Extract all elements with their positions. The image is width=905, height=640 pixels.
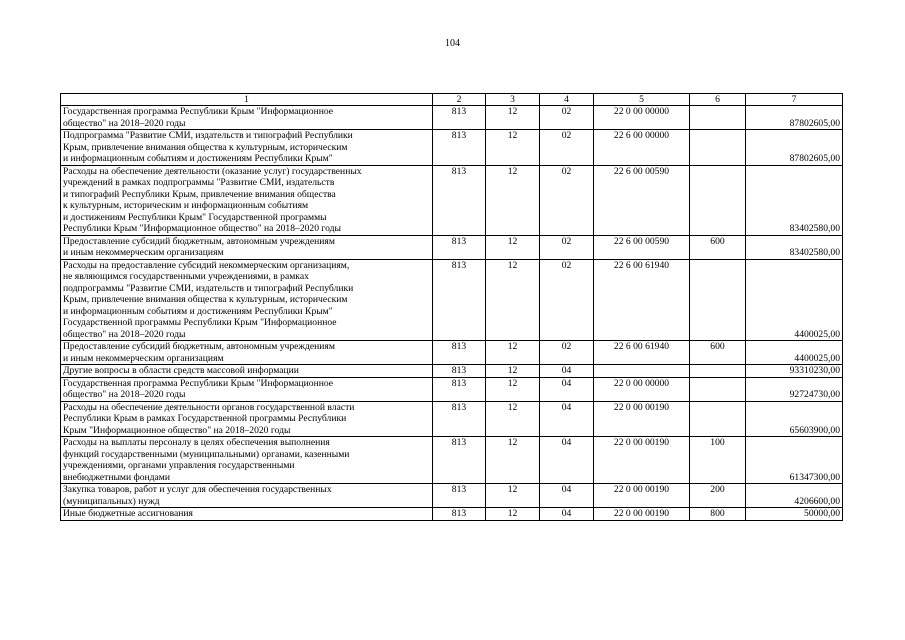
row-name-cell: Государственная программа Республики Крым "Информационное общество" на 2018–2020 годы — [61, 106, 433, 130]
row-amount-cell: 4206600,00 — [746, 484, 843, 508]
row-amount-cell: 50000,00 — [746, 508, 843, 521]
row-subsection-cell: 02 — [540, 259, 594, 341]
row-target-article-cell: 22 6 00 00590 — [594, 165, 690, 235]
table-row — [61, 437, 843, 484]
row-section-cell: 12 — [486, 259, 540, 341]
row-name-cell: Другие вопросы в области средств массовой информации — [61, 365, 433, 378]
row-section-cell: 12 — [486, 341, 540, 365]
row-code-cell: 813 — [433, 235, 486, 259]
row-subsection-cell: 02 — [540, 341, 594, 365]
row-expense-type-cell — [690, 377, 746, 401]
row-code-cell: 813 — [433, 259, 486, 341]
row-expense-type-cell: 600 — [690, 235, 746, 259]
row-target-article-cell — [594, 365, 690, 378]
row-subsection-cell: 04 — [540, 484, 594, 508]
row-code-cell: 813 — [433, 130, 486, 166]
budget-table — [60, 93, 843, 521]
row-subsection-cell: 02 — [540, 130, 594, 166]
row-subsection-cell: 04 — [540, 508, 594, 521]
column-header: 3 — [486, 94, 540, 106]
table-row — [61, 341, 843, 365]
row-section-cell: 12 — [486, 484, 540, 508]
row-expense-type-cell: 100 — [690, 437, 746, 484]
row-section-cell: 12 — [486, 508, 540, 521]
row-name-cell: Государственная программа Республики Крым "Информационное общество" на 2018–2020 годы — [61, 377, 433, 401]
row-subsection-cell: 04 — [540, 437, 594, 484]
row-amount-cell: 87802605,00 — [746, 106, 843, 130]
row-target-article-cell: 22 6 00 00590 — [594, 235, 690, 259]
row-name-cell: Расходы на выплаты персоналу в целях обеспечения выполнения функций государственными (муниципальными) органами, казенными учреждениями, органами управления государственными внебюджетными фондами — [61, 437, 433, 484]
table-header-row — [61, 94, 843, 106]
row-name-cell: Закупка товаров, работ и услуг для обеспечения государственных (муниципальных) нужд — [61, 484, 433, 508]
column-header: 4 — [540, 94, 594, 106]
row-amount-cell: 93310230,00 — [746, 365, 843, 378]
row-subsection-cell: 02 — [540, 165, 594, 235]
column-header: 5 — [594, 94, 690, 106]
row-code-cell: 813 — [433, 401, 486, 437]
row-amount-cell: 65603900,00 — [746, 401, 843, 437]
row-subsection-cell: 02 — [540, 235, 594, 259]
row-code-cell: 813 — [433, 165, 486, 235]
row-target-article-cell: 22 6 00 00000 — [594, 130, 690, 166]
row-section-cell: 12 — [486, 365, 540, 378]
page-number: 104 — [445, 38, 460, 49]
table-row — [61, 106, 843, 130]
row-section-cell: 12 — [486, 165, 540, 235]
row-target-article-cell: 22 6 00 61940 — [594, 259, 690, 341]
row-target-article-cell: 22 0 00 00190 — [594, 401, 690, 437]
row-target-article-cell: 22 6 00 61940 — [594, 341, 690, 365]
row-code-cell: 813 — [433, 484, 486, 508]
column-header: 2 — [433, 94, 486, 106]
row-amount-cell: 4400025,00 — [746, 341, 843, 365]
row-expense-type-cell — [690, 401, 746, 437]
row-subsection-cell: 02 — [540, 106, 594, 130]
row-amount-cell: 87802605,00 — [746, 130, 843, 166]
row-amount-cell: 61347300,00 — [746, 437, 843, 484]
row-subsection-cell: 04 — [540, 365, 594, 378]
table-row — [61, 508, 843, 521]
row-name-cell: Расходы на обеспечение деятельности (оказание услуг) государственных учреждений в рамках подпрограммы "Развитие СМИ, издательств и типографий Республики Крым, привлечение внимания общества к культурным, историческим и информационным событиям и достижениям Республики Крым" Государственной программы Республики Крым "Информационное общество" на 2018–2020 годы — [61, 165, 433, 235]
column-header: 1 — [61, 94, 433, 106]
table-row — [61, 130, 843, 166]
row-subsection-cell: 04 — [540, 377, 594, 401]
row-section-cell: 12 — [486, 377, 540, 401]
row-target-article-cell: 22 0 00 00190 — [594, 437, 690, 484]
row-target-article-cell: 22 0 00 00190 — [594, 484, 690, 508]
row-target-article-cell: 22 0 00 00190 — [594, 508, 690, 521]
table-row — [61, 401, 843, 437]
row-expense-type-cell — [690, 165, 746, 235]
row-section-cell: 12 — [486, 106, 540, 130]
row-expense-type-cell — [690, 106, 746, 130]
row-amount-cell: 83402580,00 — [746, 165, 843, 235]
table-row — [61, 165, 843, 235]
row-amount-cell: 4400025,00 — [746, 259, 843, 341]
table-row — [61, 259, 843, 341]
row-expense-type-cell — [690, 130, 746, 166]
row-expense-type-cell — [690, 259, 746, 341]
row-expense-type-cell — [690, 365, 746, 378]
table-row — [61, 235, 843, 259]
row-target-article-cell: 22 0 00 00000 — [594, 106, 690, 130]
row-expense-type-cell: 200 — [690, 484, 746, 508]
row-section-cell: 12 — [486, 130, 540, 166]
row-name-cell: Подпрограмма "Развитие СМИ, издательств и типографий Республики Крым, привлечение внимания общества к культурным, историческим и информационным событиям и достижениям Республики Крым" — [61, 130, 433, 166]
row-code-cell: 813 — [433, 341, 486, 365]
row-amount-cell: 92724730,00 — [746, 377, 843, 401]
row-expense-type-cell: 600 — [690, 341, 746, 365]
row-name-cell: Предоставление субсидий бюджетным, автономным учреждениям и иным некоммерческим организациям — [61, 341, 433, 365]
row-section-cell: 12 — [486, 401, 540, 437]
column-header: 7 — [746, 94, 843, 106]
row-code-cell: 813 — [433, 106, 486, 130]
column-header: 6 — [690, 94, 746, 106]
row-subsection-cell: 04 — [540, 401, 594, 437]
row-name-cell: Расходы на обеспечение деятельности органов государственной власти Республики Крым в рамках Государственной программы Республики Крым "Информационное общество" на 2018–2020 годы — [61, 401, 433, 437]
table-row — [61, 365, 843, 378]
row-code-cell: 813 — [433, 365, 486, 378]
row-name-cell: Расходы на предоставление субсидий некоммерческим организациям, не являющимся государственными учреждениями, в рамках подпрограммы "Развитие СМИ, издательств и типографий Республики Крым, привлечение внимания общества к культурным, историческим и информационным событиям и достижениям Республики Крым" Государственной программы Республики Крым "Информационное общество" на 2018–2020 годы — [61, 259, 433, 341]
row-expense-type-cell: 800 — [690, 508, 746, 521]
row-section-cell: 12 — [486, 437, 540, 484]
row-name-cell: Иные бюджетные ассигнования — [61, 508, 433, 521]
row-section-cell: 12 — [486, 235, 540, 259]
row-name-cell: Предоставление субсидий бюджетным, автономным учреждениям и иным некоммерческим организациям — [61, 235, 433, 259]
row-code-cell: 813 — [433, 377, 486, 401]
table-row — [61, 377, 843, 401]
table-row — [61, 484, 843, 508]
row-amount-cell: 83402580,00 — [746, 235, 843, 259]
row-code-cell: 813 — [433, 508, 486, 521]
row-target-article-cell: 22 0 00 00000 — [594, 377, 690, 401]
row-code-cell: 813 — [433, 437, 486, 484]
